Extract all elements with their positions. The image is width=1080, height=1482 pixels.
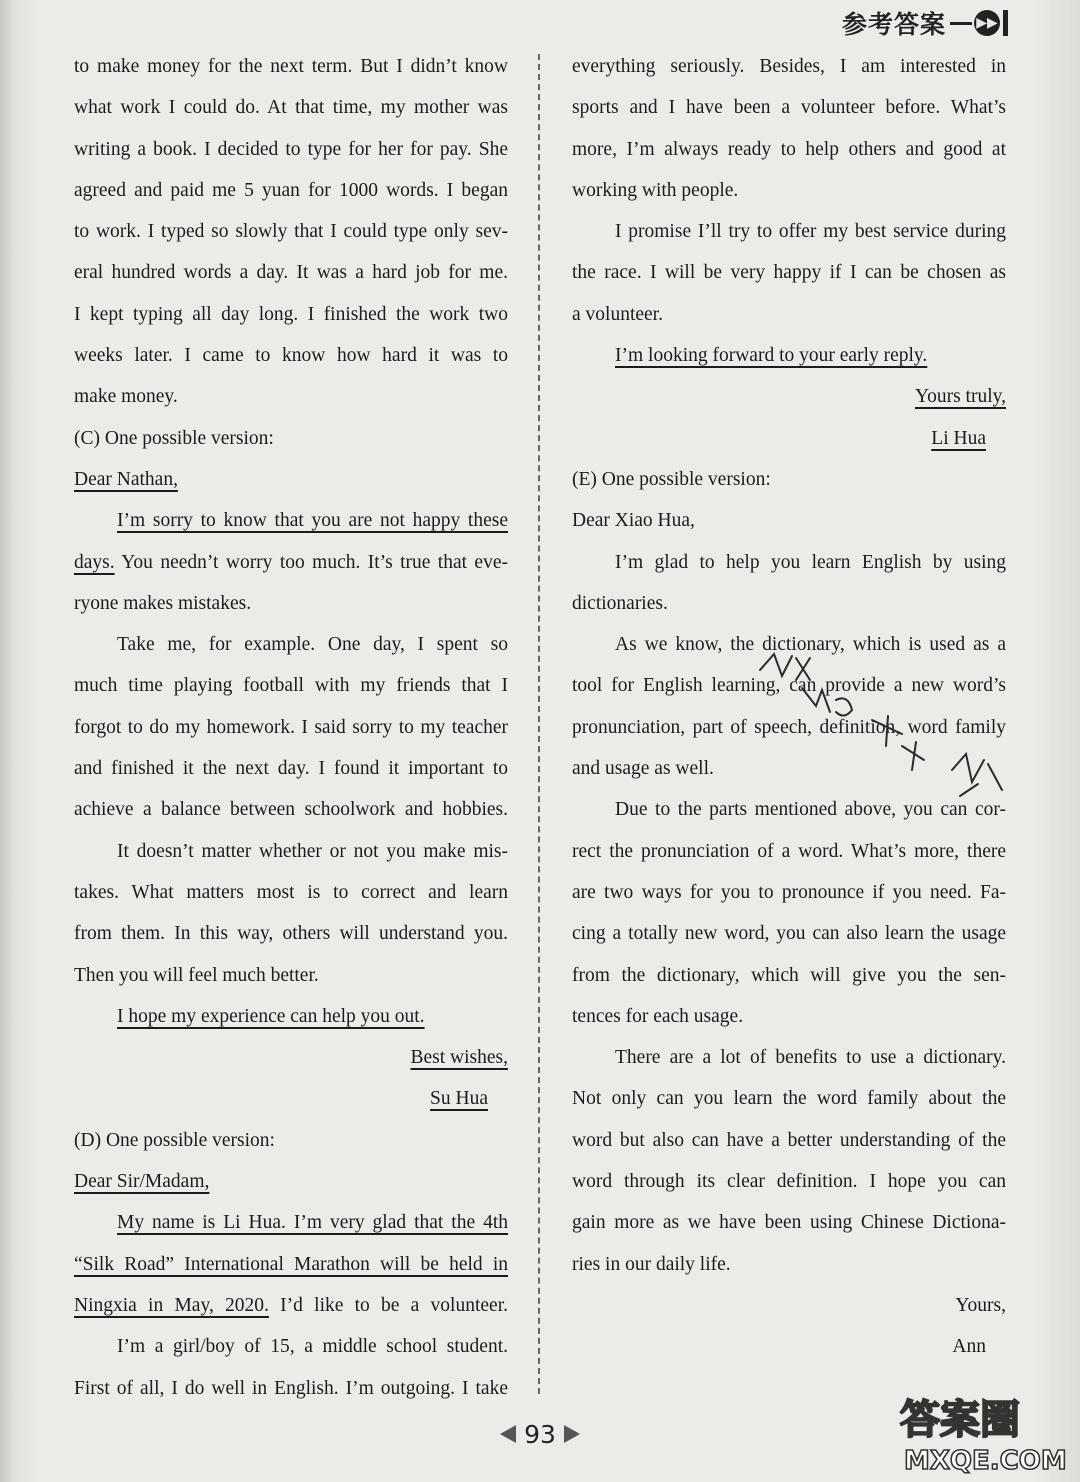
text-line: I hope my experience can help you out. [117,1005,425,1027]
text-line: My name is Li Hua. I’m very glad that the 4th [117,1212,508,1234]
left-column [74,46,508,1409]
text-line: to work. I typed so slowly that I could type only sev- [74,221,508,243]
text-line: working with people. [572,179,739,201]
page-footer [490,1414,590,1454]
text-line: eral hundred words a day. It was a hard job for me. [74,262,508,284]
text-line: Then you will feel much better. [74,964,319,986]
text-line: I kept typing all day long. I finished the work two [74,303,508,325]
text-line: (C) One possible version: [74,427,274,449]
text-line: Li Hua [931,427,986,449]
text-line: much time playing football with my friends that I [74,675,508,697]
underlined-phrase: Ningxia in May, 2020. [74,1294,269,1316]
text-line: There are a lot of benefits to use a dictionary. [615,1047,1006,1069]
text-line: Yours, [955,1294,1006,1316]
handwritten-annotation [752,650,1012,820]
text-line: Best wishes, [410,1047,508,1069]
text-line: sports and I have been a volunteer before. What’s [572,97,1006,119]
text-line: ryone makes mistakes. [74,592,252,614]
text-line: “Silk Road” International Marathon will be held in [74,1253,508,1275]
text-line: First of all, I do well in English. I’m outgoing. I take [74,1377,508,1399]
page-header [842,6,1008,40]
text-line: (D) One possible version: [74,1129,275,1151]
watermark-logo [890,1385,1070,1475]
triangle-right-icon [564,1425,580,1443]
triangle-left-icon [500,1425,516,1443]
text-line: what work I could do. At that time, my mother was [74,97,508,119]
page-number: 93 [524,1419,556,1449]
header-dash [950,22,972,25]
text-line: everything seriously. Besides, I am interested in [572,56,1006,77]
text-line: make money. [74,386,178,408]
text-line: ries in our daily life. [572,1253,731,1275]
text-line: Dear Nathan, [74,468,178,490]
text-line: a volunteer. [572,303,663,325]
text-line: weeks later. I came to know how hard it was to [74,345,508,367]
text-line: I’m sorry to know that you are not happy these [117,510,508,532]
text-line: and usage as well. [572,758,714,780]
text-line: Dear Xiao Hua, [572,510,695,532]
text-line: I promise I’ll try to offer my best service during [615,221,1006,243]
text-line: rect the pronunciation of a word. What’s more, there [572,840,1006,862]
text-line: achieve a balance between schoolwork and hobbies. [74,799,508,821]
text-line: It doesn’t matter whether or not you make mis- [117,840,508,862]
text-line: Yours truly, [914,386,1006,408]
text-line: Due to the parts mentioned above, you can cor- [615,799,1006,821]
text-line: Ningxia in May, 2020. I’d like to be a volunteer. [74,1294,508,1316]
header-title: 参考答案 [841,10,946,39]
text-line: to make money for the next term. But I didn’t know [74,56,508,77]
text-line: As we know, the dictionary, which is used as a [615,634,1006,656]
svg-text:MXQE.COM: MXQE.COM [904,1446,1067,1475]
header-bar [1003,10,1008,36]
text-line: Su Hua [430,1088,488,1110]
text-line: word but also can have a better understanding of the [572,1129,1006,1151]
text-line: from the dictionary, which will give you the sen- [572,964,1006,986]
text-line: tool for English learning, can provide a new word’s [572,675,1006,697]
text-line: I’m a girl/boy of 15, a middle school student. [117,1336,508,1358]
text-line: I’m looking forward to your early reply. [615,345,928,367]
text-line: Not only can you learn the word family about the [572,1088,1006,1110]
binding-shadow [0,0,14,1482]
text-line: from them. In this way, others will understand you. [74,923,508,945]
text-line: are two ways for you to pronounce if you need. Fa- [572,881,1006,903]
text-line: (E) One possible version: [572,468,771,490]
text-line: agreed and paid me 5 yuan for 1000 words. I began [74,179,508,201]
text-line: cing a totally new word, you can also learn the usage [572,923,1006,945]
text-line: Take me, for example. One day, I spent so [117,634,508,656]
text-line: Ann [952,1336,986,1358]
fast-forward-icon: ▶▶ [974,10,1000,36]
text-line: forgot to do my homework. I said sorry to my teacher [74,716,508,738]
text-line: and finished it the next day. I found it important to [74,758,508,780]
text-line: tences for each usage. [572,1005,744,1027]
column-divider [538,54,540,1394]
svg-text:答案圈: 答案圈 [900,1397,1020,1443]
text-line: more, I’m always ready to help others and good at [572,138,1006,160]
text-line: gain more as we have been using Chinese Dictiona- [572,1212,1006,1234]
text-line: days. You needn’t worry too much. It’s true that eve- [74,551,508,573]
text-line: dictionaries. [572,592,668,614]
text-line: Dear Sir/Madam, [74,1171,210,1193]
underlined-phrase: days. [74,551,115,573]
text-line: word through its clear definition. I hope you can [572,1171,1006,1193]
text-line: pronunciation, part of speech, definition, word family [572,716,1006,738]
text-line: the race. I will be very happy if I can be chosen as [572,262,1006,284]
text-line: takes. What matters most is to correct and learn [74,881,508,903]
text-line: writing a book. I decided to type for her for pay. She [74,138,508,160]
text-line: I’m glad to help you learn English by using [615,551,1006,573]
